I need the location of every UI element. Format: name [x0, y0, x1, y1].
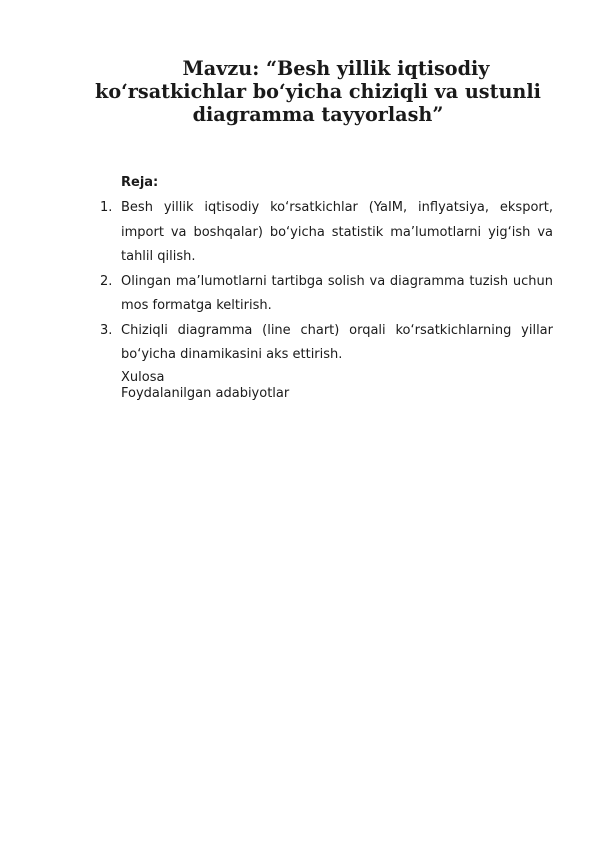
plan-list	[100, 196, 553, 368]
conclusion-label: Xulosa	[121, 370, 165, 385]
plan-item	[100, 270, 553, 319]
plan-item-text: Olingan ma’lumotlarni tartibga solish va diagramma tuzish uchun mos formatga keltirish.	[121, 273, 553, 313]
references-label: Foydalanilgan adabiyotlar	[121, 385, 290, 401]
plan-item	[100, 319, 553, 368]
title-line-2: ko‘rsatkichlar bo‘yicha chiziqli va ustunli	[95, 80, 541, 103]
plan-tail	[121, 370, 289, 401]
plan-item-number: 3.	[100, 322, 113, 338]
plan-item-number: 1.	[100, 200, 113, 215]
title-line-3: diagramma tayyorlash”	[192, 103, 444, 126]
document-title	[78, 57, 558, 126]
plan-item	[100, 196, 553, 270]
plan-item-number: 2.	[100, 273, 113, 289]
plan-item-text: Besh yillik iqtisodiy ko‘rsatkichlar (YaIM, inflyatsiya, eksport, import va boshqalar) bo‘yicha statistik ma’lumotlarni yig‘ish va tahlil qilish.	[121, 200, 553, 264]
plan-heading: Reja:	[121, 175, 159, 190]
plan-item-text: Chiziqli diagramma (line chart) orqali ko‘rsatkichlarning yillar bo‘yicha dinamikasini aks ettirish.	[121, 322, 553, 362]
title-line-1: Mavzu: “Besh yillik iqtisodiy	[182, 57, 490, 80]
